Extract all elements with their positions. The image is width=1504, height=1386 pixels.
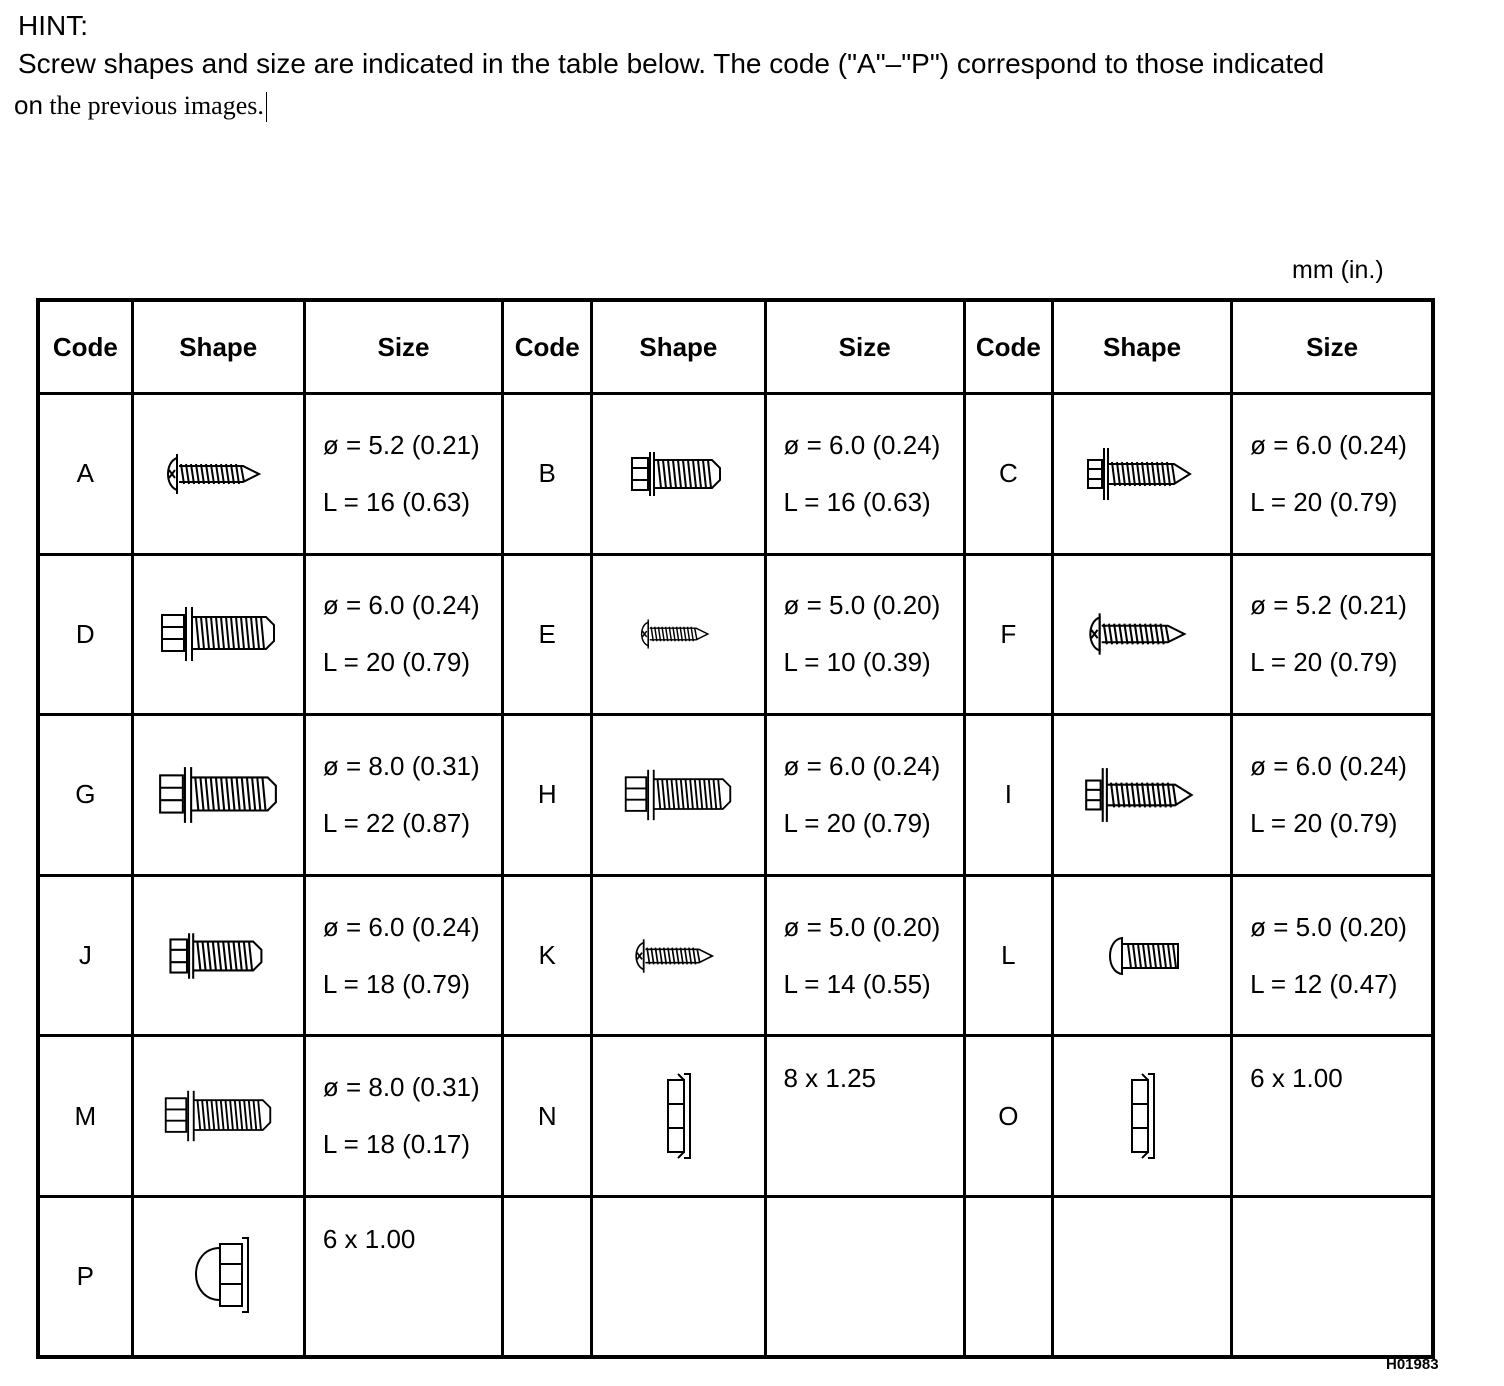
screw-code: H [503,715,592,876]
screw-code: J [38,875,132,1036]
screw-code: E [503,554,592,715]
screw-diameter: ø = 5.2 (0.21) [1250,590,1407,621]
table-row [38,715,1433,876]
self-tapping-screw-icon [1083,603,1201,665]
header-code: Code [38,300,132,394]
header-code: Code [503,300,592,394]
screw-code: K [503,875,592,1036]
screw-diameter: ø = 8.0 (0.31) [322,1072,480,1103]
screw-size [304,875,502,1036]
screw-shape-cell [132,1036,304,1197]
screw-size [304,1036,502,1197]
hint-title: HINT: [18,10,88,41]
screw-shape-cell [132,875,304,1036]
washer-bolt-icon [162,1076,274,1156]
screw-shape-cell [592,715,765,876]
screw-code: C [964,394,1052,555]
washer-bolt-icon [156,755,280,835]
screw-shape-cell [1052,394,1231,555]
screw-length: L = 20 (0.79) [1250,647,1398,678]
screw-shape-cell [1052,875,1231,1036]
screw-shape-cell [1052,715,1231,876]
table-row [38,394,1433,555]
screw-diameter: ø = 5.2 (0.21) [322,429,480,460]
screw-shape-cell [132,394,304,555]
screw-shape-cell [132,1196,304,1357]
flange-nut-icon [1122,1070,1162,1162]
thread-spec: 8 x 1.25 [783,1063,877,1094]
units-label: mm (in.) [1292,256,1384,284]
screw-length: L = 18 (0.17) [322,1129,471,1160]
screw-size [1232,875,1433,1036]
screw-size [304,394,502,555]
screw-diameter: ø = 5.0 (0.20) [783,590,941,621]
thread-size [765,1036,964,1197]
screw-size [1232,394,1433,555]
screw-diameter: ø = 6.0 (0.24) [1250,750,1407,781]
screw-size [765,715,964,876]
thread-size [1232,1036,1433,1197]
empty-cell [765,1196,964,1357]
header-shape: Shape [132,300,304,394]
washer-bolt-icon [158,603,278,665]
screw-code: M [38,1036,132,1197]
screw-code: I [964,715,1052,876]
thread-spec: 6 x 1.00 [322,1223,416,1254]
screw-code: N [503,1036,592,1197]
screw-code: O [964,1036,1052,1197]
screw-code: D [38,554,132,715]
screw-length: L = 20 (0.79) [1250,807,1398,838]
self-tapping-screw-icon [632,926,724,986]
screw-diameter: ø = 6.0 (0.24) [322,590,480,621]
screw-size [765,554,964,715]
screw-length: L = 18 (0.79) [322,968,471,999]
screw-diameter: ø = 6.0 (0.24) [783,750,941,781]
empty-cell [964,1196,1052,1357]
hint-text-line1: Screw shapes and size are indicated in the table below. The code ("A"–"P") correspond to those indicated [18,48,1325,79]
self-tapping-screw-icon [638,604,718,664]
empty-cell [503,1196,592,1357]
screw-size [1232,554,1433,715]
text-cursor [266,92,267,122]
screw-length: L = 20 (0.79) [1250,486,1398,517]
tapping-flange-screw-icon [1086,444,1198,504]
screw-code: L [964,875,1052,1036]
screw-length: L = 16 (0.63) [322,486,471,517]
screw-code: A [38,394,132,555]
screw-size [304,715,502,876]
screw-length: L = 20 (0.79) [783,807,931,838]
table-header-row [38,300,1433,394]
screw-shape-cell [592,875,765,1036]
screw-spec-table [36,298,1435,1359]
screw-size [304,554,502,715]
screw-length: L = 20 (0.79) [322,647,471,678]
empty-cell [1232,1196,1433,1357]
figure-id: H01983 [1386,1356,1439,1373]
screw-shape-cell [592,1036,765,1197]
screw-shape-cell [132,554,304,715]
screw-length: L = 16 (0.63) [783,486,931,517]
washer-bolt-icon [622,764,734,826]
screw-code: P [38,1196,132,1357]
screw-code: G [38,715,132,876]
screw-diameter: ø = 5.0 (0.20) [1250,911,1407,942]
hint-text-line2 [14,90,267,122]
header-shape: Shape [592,300,765,394]
screw-diameter: ø = 6.0 (0.24) [322,911,480,942]
screw-shape-cell [132,715,304,876]
screw-code: B [503,394,592,555]
table-row [38,554,1433,715]
screw-diameter: ø = 6.0 (0.24) [783,429,941,460]
cap-nut-icon [180,1234,256,1318]
screw-size [765,394,964,555]
tapping-flange-screw-icon [1084,764,1200,826]
round-bolt-icon [1102,926,1182,986]
header-size: Size [1232,300,1433,394]
header-size: Size [765,300,964,394]
flange-nut-icon [658,1070,698,1162]
header-code: Code [964,300,1052,394]
screw-length: L = 14 (0.55) [783,968,931,999]
screw-size [1232,715,1433,876]
hint-text-line2-end: the previous images. [42,91,264,120]
header-shape: Shape [1052,300,1231,394]
empty-cell [1052,1196,1231,1357]
screw-length: L = 12 (0.47) [1250,968,1398,999]
screw-shape-cell [1052,554,1231,715]
hint-text-line2-start: on [14,90,43,120]
screw-shape-cell [592,394,765,555]
screw-size [765,875,964,1036]
flange-bolt-icon [628,444,728,504]
screw-shape-cell [1052,1036,1231,1197]
thread-size [304,1196,502,1357]
flange-bolt-icon [162,925,274,987]
self-tapping-screw-icon [163,444,273,504]
table-row [38,1196,1433,1357]
screw-length: L = 22 (0.87) [322,807,471,838]
header-size: Size [304,300,502,394]
screw-diameter: ø = 5.0 (0.20) [783,911,941,942]
screw-code: F [964,554,1052,715]
screw-diameter: ø = 6.0 (0.24) [1250,429,1407,460]
screw-length: L = 10 (0.39) [783,647,931,678]
table-row [38,875,1433,1036]
screw-shape-cell [592,554,765,715]
screw-diameter: ø = 8.0 (0.31) [322,750,480,781]
empty-cell [592,1196,765,1357]
thread-spec: 6 x 1.00 [1250,1063,1343,1094]
table-row [38,1036,1433,1197]
